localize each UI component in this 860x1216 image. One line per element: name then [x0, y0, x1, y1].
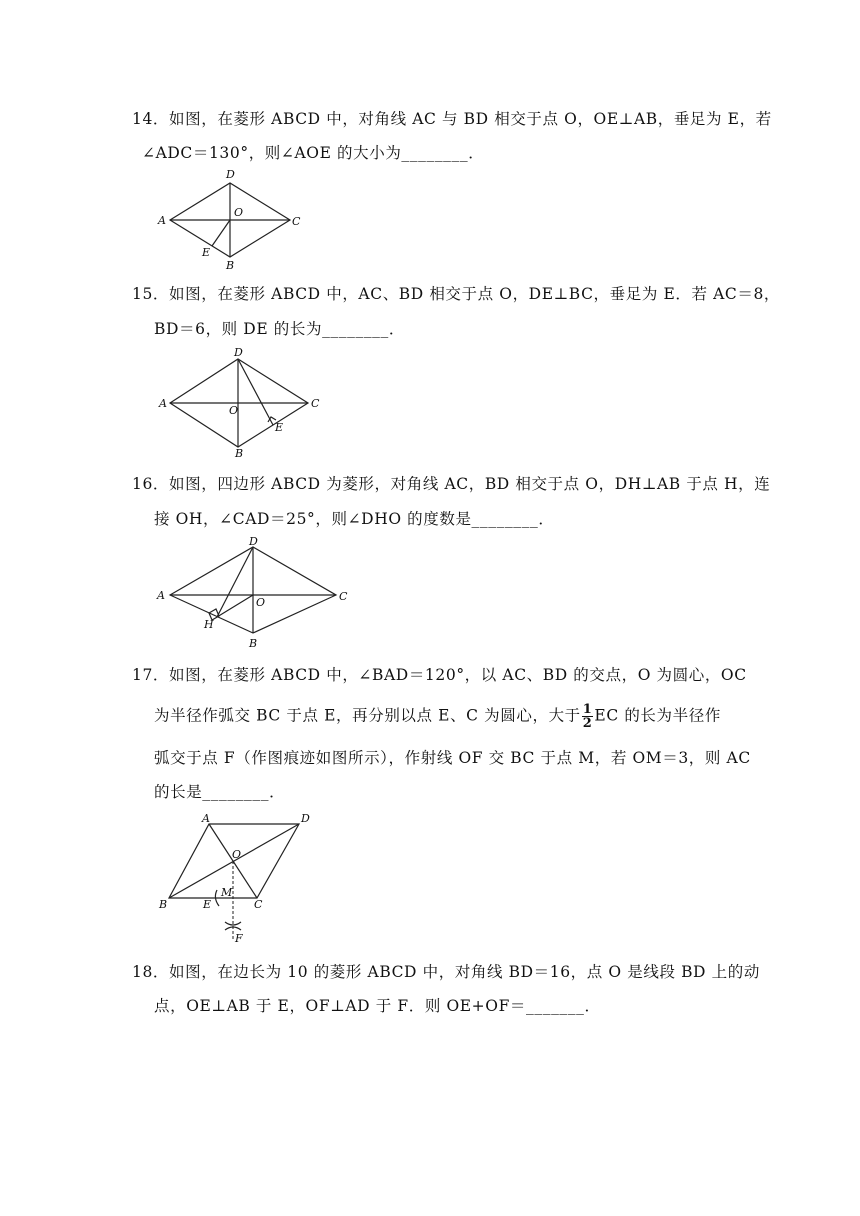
rhombus-figure-16 [150, 535, 360, 653]
problem-14-line-1: 14．如图，在菱形 ABCD 中，对角线 AC 与 BD 相交于点 O，OE⊥AB，垂足为 E，若 [132, 110, 772, 128]
label-e: E [203, 898, 212, 911]
label-d: D [234, 346, 243, 359]
label-o: O [232, 848, 242, 861]
problem-16-line-1: 16．如图，四边形 ABCD 为菱形，对角线 AC，BD 相交于点 O，DH⊥AB 于点 H，连 [132, 475, 771, 493]
label-c: C [292, 215, 301, 228]
figure-16 [150, 535, 360, 653]
problem-17-line-4: 的长是________． [154, 783, 286, 801]
label-h: H [204, 618, 214, 631]
label-d: D [249, 535, 258, 548]
label-a: A [158, 214, 166, 227]
label-m: M [221, 886, 233, 899]
label-a: A [159, 397, 167, 410]
figure-17 [155, 810, 325, 945]
problem-17-line-2 [154, 703, 721, 730]
label-b: B [249, 637, 258, 650]
label-e: E [202, 246, 211, 259]
problem-18-line-2: 点，OE⊥AB 于 E，OF⊥AD 于 F．则 OE+OF＝_______． [154, 997, 601, 1015]
label-f: F [235, 932, 243, 945]
fraction-numerator: 1 [582, 702, 593, 717]
rhombus-figure-15 [155, 345, 330, 460]
fraction-denominator: 2 [582, 716, 593, 731]
problem-17-line-2-tail: EC 的长为半径作 [594, 706, 721, 725]
figure-15 [155, 345, 330, 460]
rhombus-figure-14 [150, 165, 310, 270]
problem-18-line-1: 18．如图，在边长为 10 的菱形 ABCD 中，对角线 BD＝16，点 O 是线段 BD 上的动 [132, 963, 760, 981]
problem-17-line-2-text: 为半径作弧交 BC 于点 E，再分别以点 E、C 为圆心，大于 [154, 706, 581, 725]
label-b: B [159, 898, 168, 911]
label-a: A [202, 812, 210, 825]
problem-16-line-2: 接 OH，∠CAD＝25°，则∠DHO 的度数是________． [154, 510, 555, 528]
label-d: D [301, 812, 310, 825]
label-a: A [157, 589, 165, 602]
problem-15-line-2: BD＝6，则 DE 的长为________． [154, 320, 405, 338]
problem-14-line-2: ∠ADC＝130°，则∠AOE 的大小为________． [142, 144, 485, 162]
label-c: C [311, 397, 320, 410]
label-o: O [256, 596, 266, 609]
label-d: D [226, 168, 235, 181]
problem-17-line-1: 17．如图，在菱形 ABCD 中，∠BAD＝120°，以 AC、BD 的交点，O 为圆心，OC [132, 666, 747, 684]
label-b: B [226, 259, 235, 272]
rhombus-figure-17 [155, 810, 325, 945]
label-o: O [229, 404, 239, 417]
fraction-one-half [582, 703, 594, 730]
problem-17-line-3: 弧交于点 F（作图痕迹如图所示），作射线 OF 交 BC 于点 M，若 OM＝3，则 AC [154, 749, 751, 767]
figure-14 [150, 165, 310, 270]
label-c: C [254, 898, 263, 911]
label-b: B [235, 447, 244, 460]
problem-15-line-1: 15．如图，在菱形 ABCD 中，AC、BD 相交于点 O，DE⊥BC，垂足为 E．若 AC＝8， [132, 285, 781, 303]
label-o: O [234, 206, 244, 219]
label-e: E [275, 421, 284, 434]
label-c: C [339, 590, 348, 603]
